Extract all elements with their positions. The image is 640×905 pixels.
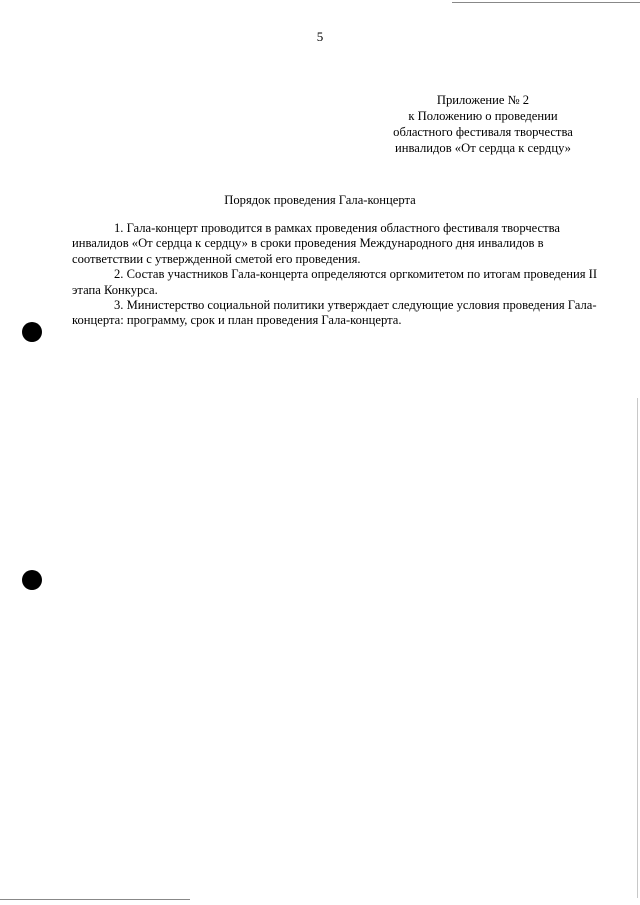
document-body [72, 221, 612, 329]
scan-edge-line [0, 899, 190, 900]
punch-hole-mark [22, 322, 42, 342]
appendix-line: инвалидов «От сердца к сердцу» [395, 141, 571, 155]
paragraph: 3. Министерство социальной политики утверждает следующие условия проведения Гала-концерта: программу, срок и план проведения Гала-концерта. [72, 298, 597, 328]
appendix-line: Приложение № 2 [436, 93, 530, 107]
document-title: Порядок проведения Гала-концерта [224, 193, 416, 207]
page-number: 5 [316, 29, 324, 44]
punch-hole-mark [22, 570, 42, 590]
appendix-line: областного фестиваля творчества [393, 125, 573, 139]
appendix-header [360, 92, 606, 156]
appendix-line: к Положению о проведении [408, 109, 558, 123]
scan-edge-line [637, 398, 638, 898]
scan-edge-line [452, 2, 640, 3]
paragraph: 1. Гала-концерт проводится в рамках проведения областного фестиваля творчества инвалидов «От сердца к сердцу» в сроки проведения Международного дня инвалидов в соответствии с утвержденной сметой его проведения. [72, 221, 561, 266]
paragraph: 2. Состав участников Гала-концерта определяются оргкомитетом по итогам проведения II этапа Конкурса. [72, 267, 598, 297]
